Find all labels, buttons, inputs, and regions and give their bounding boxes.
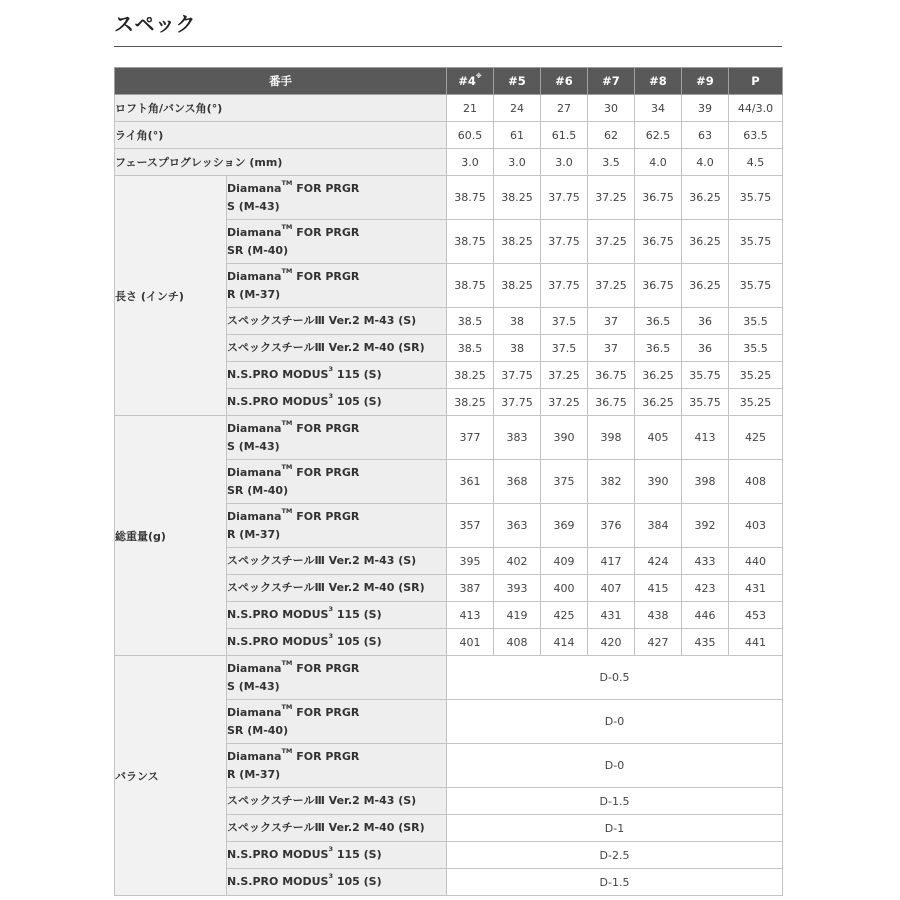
- header-col-p: P: [729, 68, 783, 95]
- value-cell: 417: [588, 548, 635, 575]
- value-cell: 35.5: [729, 335, 783, 362]
- shaft-name-suffix: FOR PRGR: [292, 269, 360, 283]
- value-cell: 438: [635, 602, 682, 629]
- value-cell: 38.75: [447, 220, 494, 264]
- value-cell: 63.5: [729, 122, 783, 149]
- value-cell: 423: [682, 575, 729, 602]
- value-cell: 37: [588, 308, 635, 335]
- title-divider: [114, 46, 782, 47]
- shaft-name-superscript: TM: [281, 746, 293, 755]
- shaft-label: [227, 842, 447, 869]
- value-cell: 382: [588, 460, 635, 504]
- shaft-name: Diamana: [227, 749, 282, 763]
- shaft-label: [227, 700, 447, 744]
- value-cell: 431: [588, 602, 635, 629]
- balance-value: D-0: [447, 744, 783, 788]
- value-cell: 453: [729, 602, 783, 629]
- value-cell: 363: [494, 504, 541, 548]
- shaft-label: [227, 788, 447, 815]
- header-col-8: #8: [635, 68, 682, 95]
- value-cell: 420: [588, 629, 635, 656]
- value-cell: 37.25: [588, 264, 635, 308]
- value-cell: 390: [635, 460, 682, 504]
- shaft-name-superscript: TM: [281, 178, 293, 187]
- value-cell: 369: [541, 504, 588, 548]
- shaft-name-suffix: FOR PRGR: [292, 465, 360, 479]
- value-cell: 361: [447, 460, 494, 504]
- value-cell: 427: [635, 629, 682, 656]
- header-col-note: ※: [475, 73, 482, 80]
- group-label: バランス: [115, 656, 227, 896]
- shaft-flex: R (M-37): [227, 287, 281, 301]
- value-cell: 384: [635, 504, 682, 548]
- value-cell: 36.25: [682, 176, 729, 220]
- shaft-flex: SR (M-40): [227, 483, 289, 497]
- shaft-name: Diamana: [227, 225, 282, 239]
- value-cell: 62: [588, 122, 635, 149]
- value-cell: 409: [541, 548, 588, 575]
- value-cell: 36.25: [682, 220, 729, 264]
- value-cell: 431: [729, 575, 783, 602]
- spec-row: [115, 416, 783, 460]
- value-cell: 408: [729, 460, 783, 504]
- value-cell: 61: [494, 122, 541, 149]
- value-cell: 44/3.0: [729, 95, 783, 122]
- row-label: ロフト角/バンス角(°): [115, 95, 447, 122]
- shaft-name-suffix: FOR PRGR: [292, 749, 360, 763]
- balance-value: D-0.5: [447, 656, 783, 700]
- shaft-name-suffix: FOR PRGR: [292, 661, 360, 675]
- shaft-name-suffix: FOR PRGR: [292, 705, 360, 719]
- shaft-name-suffix: FOR PRGR: [292, 225, 360, 239]
- value-cell: 424: [635, 548, 682, 575]
- value-cell: 3.0: [494, 149, 541, 176]
- value-cell: 37.75: [494, 389, 541, 416]
- value-cell: 35.75: [729, 264, 783, 308]
- value-cell: 60.5: [447, 122, 494, 149]
- value-cell: 425: [729, 416, 783, 460]
- value-cell: 38.25: [447, 362, 494, 389]
- header-row: [115, 68, 783, 95]
- shaft-name: Diamana: [227, 661, 282, 675]
- group-label: 長さ (インチ): [115, 176, 227, 416]
- shaft-label: [227, 548, 447, 575]
- shaft-label: [227, 656, 447, 700]
- value-cell: 36.25: [635, 362, 682, 389]
- value-cell: 37.5: [541, 335, 588, 362]
- spec-row: [115, 95, 783, 122]
- value-cell: 3.5: [588, 149, 635, 176]
- value-cell: 402: [494, 548, 541, 575]
- shaft-name-suffix: 105 (S): [333, 635, 382, 648]
- value-cell: 36: [682, 335, 729, 362]
- balance-value: D-1.5: [447, 869, 783, 896]
- shaft-label: [227, 308, 447, 335]
- shaft-name-superscript: 3: [328, 605, 334, 613]
- value-cell: 37.5: [541, 308, 588, 335]
- shaft-name-superscript: TM: [281, 658, 293, 667]
- value-cell: 37.25: [588, 176, 635, 220]
- shaft-name: Diamana: [227, 705, 282, 719]
- value-cell: 36.75: [635, 264, 682, 308]
- value-cell: 37.75: [541, 220, 588, 264]
- balance-value: D-0: [447, 700, 783, 744]
- value-cell: 446: [682, 602, 729, 629]
- value-cell: 35.75: [682, 389, 729, 416]
- value-cell: 433: [682, 548, 729, 575]
- value-cell: 63: [682, 122, 729, 149]
- value-cell: 62.5: [635, 122, 682, 149]
- shaft-label: [227, 815, 447, 842]
- value-cell: 38.75: [447, 264, 494, 308]
- spec-table: [114, 67, 783, 896]
- value-cell: 36.5: [635, 335, 682, 362]
- shaft-name: N.S.PRO MODUS: [227, 875, 329, 888]
- value-cell: 3.0: [447, 149, 494, 176]
- value-cell: 4.0: [635, 149, 682, 176]
- shaft-flex: SR (M-40): [227, 723, 289, 737]
- value-cell: 35.75: [729, 176, 783, 220]
- row-label: ライ角(°): [115, 122, 447, 149]
- shaft-label: [227, 869, 447, 896]
- shaft-label: [227, 362, 447, 389]
- value-cell: 35.5: [729, 308, 783, 335]
- value-cell: 35.75: [682, 362, 729, 389]
- shaft-name-superscript: 3: [328, 845, 334, 853]
- shaft-name: スペックスチールⅢ Ver.2 M-43 (S): [227, 314, 417, 327]
- shaft-name: スペックスチールⅢ Ver.2 M-43 (S): [227, 794, 417, 807]
- value-cell: 387: [447, 575, 494, 602]
- shaft-name-superscript: TM: [281, 506, 293, 515]
- value-cell: 414: [541, 629, 588, 656]
- value-cell: 419: [494, 602, 541, 629]
- value-cell: 3.0: [541, 149, 588, 176]
- shaft-name: N.S.PRO MODUS: [227, 635, 329, 648]
- value-cell: 440: [729, 548, 783, 575]
- shaft-label: [227, 264, 447, 308]
- value-cell: 441: [729, 629, 783, 656]
- shaft-name-superscript: 3: [328, 872, 334, 880]
- value-cell: 400: [541, 575, 588, 602]
- shaft-label: [227, 629, 447, 656]
- shaft-flex: S (M-43): [227, 439, 280, 453]
- value-cell: 37.75: [541, 176, 588, 220]
- value-cell: 36.5: [635, 308, 682, 335]
- shaft-flex: R (M-37): [227, 767, 281, 781]
- value-cell: 38: [494, 335, 541, 362]
- shaft-name-superscript: TM: [281, 702, 293, 711]
- value-cell: 392: [682, 504, 729, 548]
- value-cell: 415: [635, 575, 682, 602]
- value-cell: 36: [682, 308, 729, 335]
- value-cell: 38.25: [447, 389, 494, 416]
- shaft-name-suffix: FOR PRGR: [292, 421, 360, 435]
- value-cell: 39: [682, 95, 729, 122]
- shaft-flex: R (M-37): [227, 527, 281, 541]
- shaft-name: Diamana: [227, 181, 282, 195]
- value-cell: 393: [494, 575, 541, 602]
- balance-value: D-1: [447, 815, 783, 842]
- value-cell: 37.75: [494, 362, 541, 389]
- value-cell: 37.25: [541, 362, 588, 389]
- header-col-label: #4: [458, 74, 476, 88]
- shaft-name-suffix: 115 (S): [333, 608, 382, 621]
- value-cell: 357: [447, 504, 494, 548]
- row-label: フェースプログレッション (mm): [115, 149, 447, 176]
- value-cell: 37.75: [541, 264, 588, 308]
- value-cell: 390: [541, 416, 588, 460]
- spec-row: [115, 656, 783, 700]
- value-cell: 398: [588, 416, 635, 460]
- shaft-name-superscript: TM: [281, 266, 293, 275]
- value-cell: 405: [635, 416, 682, 460]
- value-cell: 413: [447, 602, 494, 629]
- header-col-6: #6: [541, 68, 588, 95]
- shaft-name-suffix: 115 (S): [333, 368, 382, 381]
- value-cell: 34: [635, 95, 682, 122]
- shaft-name-suffix: 105 (S): [333, 875, 382, 888]
- header-col-7: #7: [588, 68, 635, 95]
- value-cell: 37: [588, 335, 635, 362]
- shaft-name-superscript: TM: [281, 222, 293, 231]
- shaft-name: N.S.PRO MODUS: [227, 848, 329, 861]
- shaft-name-superscript: 3: [328, 392, 334, 400]
- shaft-label: [227, 220, 447, 264]
- shaft-name: スペックスチールⅢ Ver.2 M-43 (S): [227, 554, 417, 567]
- header-club-number: 番手: [115, 68, 447, 95]
- value-cell: 36.75: [588, 362, 635, 389]
- value-cell: 36.25: [682, 264, 729, 308]
- value-cell: 36.75: [588, 389, 635, 416]
- value-cell: 38.25: [494, 264, 541, 308]
- shaft-name: スペックスチールⅢ Ver.2 M-40 (SR): [227, 581, 425, 594]
- spec-row: [115, 149, 783, 176]
- value-cell: 38.5: [447, 308, 494, 335]
- value-cell: 36.25: [635, 389, 682, 416]
- shaft-name: スペックスチールⅢ Ver.2 M-40 (SR): [227, 821, 425, 834]
- shaft-name: Diamana: [227, 465, 282, 479]
- spec-row: [115, 122, 783, 149]
- shaft-label: [227, 460, 447, 504]
- value-cell: 408: [494, 629, 541, 656]
- shaft-name: N.S.PRO MODUS: [227, 608, 329, 621]
- shaft-label: [227, 744, 447, 788]
- value-cell: 35.25: [729, 362, 783, 389]
- value-cell: 375: [541, 460, 588, 504]
- balance-value: D-1.5: [447, 788, 783, 815]
- value-cell: 407: [588, 575, 635, 602]
- value-cell: 38.5: [447, 335, 494, 362]
- shaft-name-superscript: TM: [281, 418, 293, 427]
- header-col-9: #9: [682, 68, 729, 95]
- shaft-label: [227, 416, 447, 460]
- value-cell: 24: [494, 95, 541, 122]
- value-cell: 435: [682, 629, 729, 656]
- value-cell: 425: [541, 602, 588, 629]
- shaft-name-suffix: 115 (S): [333, 848, 382, 861]
- shaft-name: スペックスチールⅢ Ver.2 M-40 (SR): [227, 341, 425, 354]
- shaft-name: Diamana: [227, 269, 282, 283]
- shaft-name-superscript: 3: [328, 365, 334, 373]
- value-cell: 401: [447, 629, 494, 656]
- value-cell: 36.75: [635, 176, 682, 220]
- value-cell: 38: [494, 308, 541, 335]
- shaft-name-suffix: FOR PRGR: [292, 181, 360, 195]
- value-cell: 38.25: [494, 220, 541, 264]
- value-cell: 376: [588, 504, 635, 548]
- shaft-name-superscript: TM: [281, 462, 293, 471]
- shaft-name: Diamana: [227, 421, 282, 435]
- shaft-name-suffix: 105 (S): [333, 395, 382, 408]
- value-cell: 368: [494, 460, 541, 504]
- header-col-5: #5: [494, 68, 541, 95]
- value-cell: 395: [447, 548, 494, 575]
- value-cell: 61.5: [541, 122, 588, 149]
- shaft-name: Diamana: [227, 509, 282, 523]
- value-cell: 36.75: [635, 220, 682, 264]
- shaft-name: N.S.PRO MODUS: [227, 395, 329, 408]
- value-cell: 4.0: [682, 149, 729, 176]
- value-cell: 38.25: [494, 176, 541, 220]
- shaft-label: [227, 504, 447, 548]
- value-cell: 38.75: [447, 176, 494, 220]
- value-cell: 413: [682, 416, 729, 460]
- spec-row: [115, 176, 783, 220]
- value-cell: 30: [588, 95, 635, 122]
- value-cell: 35.75: [729, 220, 783, 264]
- shaft-name-superscript: 3: [328, 632, 334, 640]
- header-col-4: [447, 68, 494, 95]
- shaft-name-suffix: FOR PRGR: [292, 509, 360, 523]
- value-cell: 383: [494, 416, 541, 460]
- value-cell: 37.25: [588, 220, 635, 264]
- shaft-label: [227, 335, 447, 362]
- value-cell: 21: [447, 95, 494, 122]
- value-cell: 27: [541, 95, 588, 122]
- value-cell: 4.5: [729, 149, 783, 176]
- shaft-label: [227, 176, 447, 220]
- value-cell: 403: [729, 504, 783, 548]
- shaft-flex: SR (M-40): [227, 243, 289, 257]
- shaft-flex: S (M-43): [227, 199, 280, 213]
- shaft-flex: S (M-43): [227, 679, 280, 693]
- page-title: スペック: [114, 12, 196, 36]
- shaft-label: [227, 602, 447, 629]
- shaft-name: N.S.PRO MODUS: [227, 368, 329, 381]
- balance-value: D-2.5: [447, 842, 783, 869]
- value-cell: 398: [682, 460, 729, 504]
- value-cell: 37.25: [541, 389, 588, 416]
- group-label: 総重量(g): [115, 416, 227, 656]
- shaft-label: [227, 575, 447, 602]
- value-cell: 377: [447, 416, 494, 460]
- value-cell: 35.25: [729, 389, 783, 416]
- shaft-label: [227, 389, 447, 416]
